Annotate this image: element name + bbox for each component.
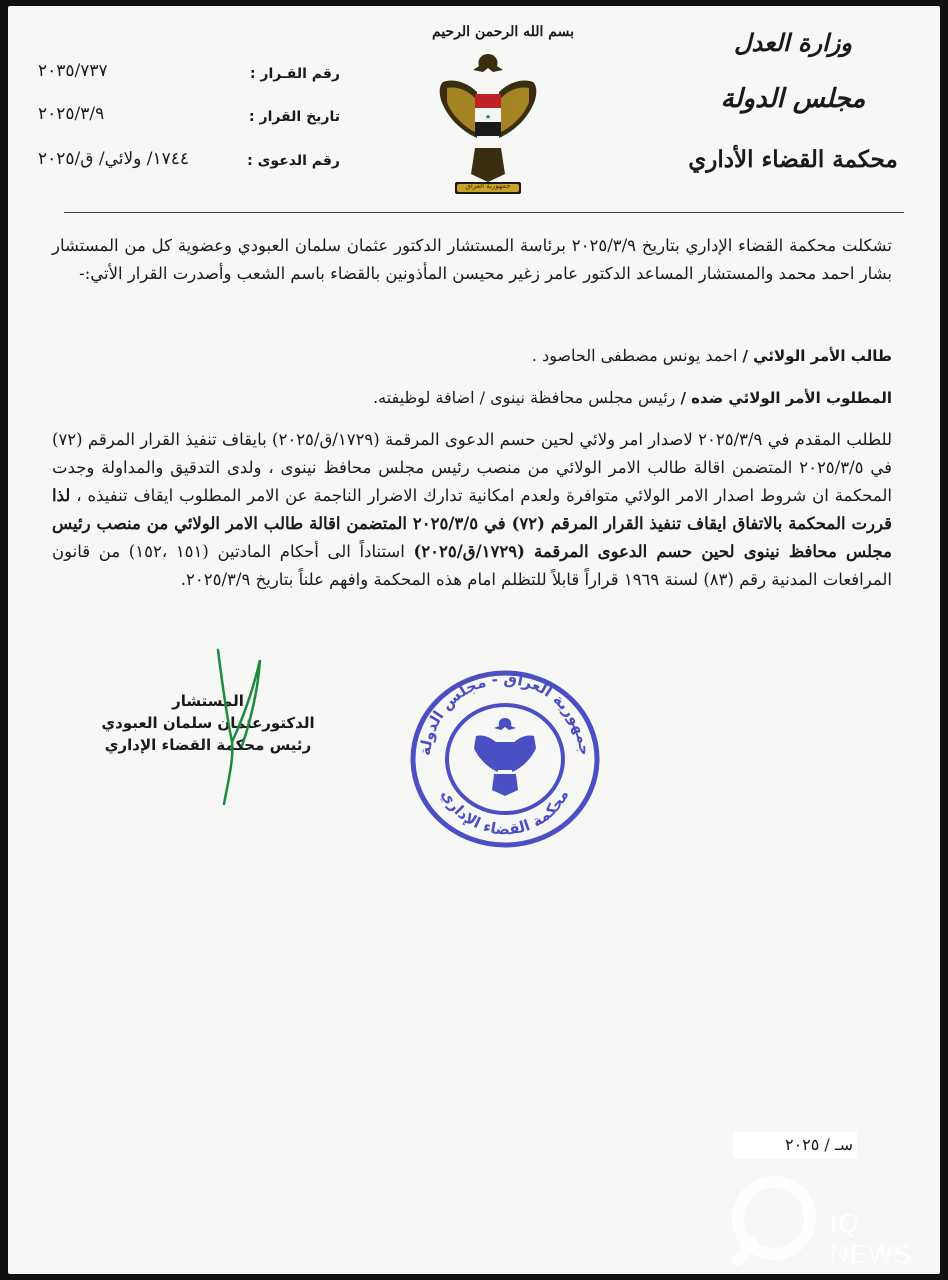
decision-date-value: ٢٠٢٥/٣/٩ — [38, 104, 105, 124]
iraq-eagle-emblem — [433, 48, 543, 198]
decision-closing-text: استناداً الى أحكام المادتين (١٥١ ،١٥٢) من قانون المرافعات المدنية رقم (٨٣) لسنة ١٩٦٩ قراراً قابلاً للتظلم امام هذه المحكمة وافهم علناً بتاريخ ٢٠٢٥/٣/٩. — [52, 542, 892, 589]
ministry-name: وزارة العدل — [734, 28, 852, 57]
emblem-caption: جمهورية العراق — [465, 182, 511, 190]
case-number-label: رقم الدعوى : — [247, 153, 340, 169]
footer-number: سـ / ٢٠٢٥ — [733, 1132, 857, 1158]
watermark-text: IQ NEWS — [830, 1208, 912, 1269]
intro-paragraph: تشكلت محكمة القضاء الإداري بتاريخ ٢٠٢٥/٣/٩ برئاسة المستشار الدكتور عثمان سلمان العبودي وعضوية كل من المستشار بشار احمد محمد والمستشار المساعد الدكتور عامر زغير محيسن المأذونين بالقضاء باسم الشعب وأصدرت القرار الأتي:- — [52, 236, 892, 283]
respondent-label: المطلوب الأمر الولائي ضده / — [680, 389, 892, 407]
decision-text: للطلب المقدم في ٢٠٢٥/٣/٩ لاصدار امر ولائي لحين حسم الدعوى المرقمة (١٧٢٩/ق/٢٠٢٥) بايقاف تنفيذ القرار المرقم (٧٢) في ٢٠٢٥/٣/٥ المتضمن اقالة طالب الامر الولائي من منصب رئيس مجلس محافظ نينوى ، ولدى التدقيق والمداولة وجدت المحكمة ان شروط اصدار الامر الولائي متوافرة ولعدم امكانية تدارك الاضرار الناجمة عن الامر المطلوب ايقاف تنفيذه ، — [52, 430, 892, 505]
decision-bold-text: لذا قررت المحكمة بالاتفاق ايقاف تنفيذ القرار المرقم (٧٢) في ٢٠٢٥/٣/٥ المتضمن اقالة طالب الامر الولائي من منصب رئيس مجلس محافظ نينوى لحين حسم الدعوى المرقمة (١٧٢٩/ق/٢٠٢٥) — [52, 486, 893, 561]
court-name: محكمة القضاء الأداري — [688, 146, 898, 173]
decision-date-label: تاريخ القرار : — [249, 109, 340, 125]
case-number-value: ١٧٤٤/ ولائي/ ق/٢٠٢٥ — [38, 149, 190, 169]
respondent-line — [52, 388, 892, 407]
basmala: بسم الله الرحمن الرحيم — [432, 24, 574, 40]
decision-paragraph — [52, 426, 892, 594]
respondent-name: رئيس مجلس محافظة نينوى / اضافة لوظيفته. — [373, 388, 676, 407]
decision-number-label: رقم القـرار : — [249, 66, 340, 82]
signature-title: المستشار — [172, 692, 244, 710]
svg-text:★: ★ — [484, 113, 492, 121]
applicant-label: طالب الأمر الولائي / — [742, 347, 892, 365]
stamp-ring-bottom-text: محكمة القضاء الإداري — [437, 786, 573, 839]
signature-name: الدكتورعثمان سلمان العبودي — [101, 714, 315, 732]
court-stamp — [406, 666, 604, 852]
applicant-line — [52, 346, 892, 365]
handwritten-signature — [188, 642, 278, 812]
stamp-ring-text: جمهورية العراق - مجلس الدولة — [415, 669, 595, 757]
applicant-name: احمد يونس مصطفى الحاصود . — [531, 346, 738, 365]
iq-news-logo-icon — [722, 1168, 826, 1272]
council-name: مجلس الدولة — [720, 84, 866, 114]
decision-number-value: ٢٠٣٥/٧٣٧ — [38, 61, 108, 81]
header-divider — [64, 212, 904, 213]
document-page — [8, 6, 940, 1274]
signature-role: رئيس محكمة القضاء الإداري — [104, 736, 312, 754]
